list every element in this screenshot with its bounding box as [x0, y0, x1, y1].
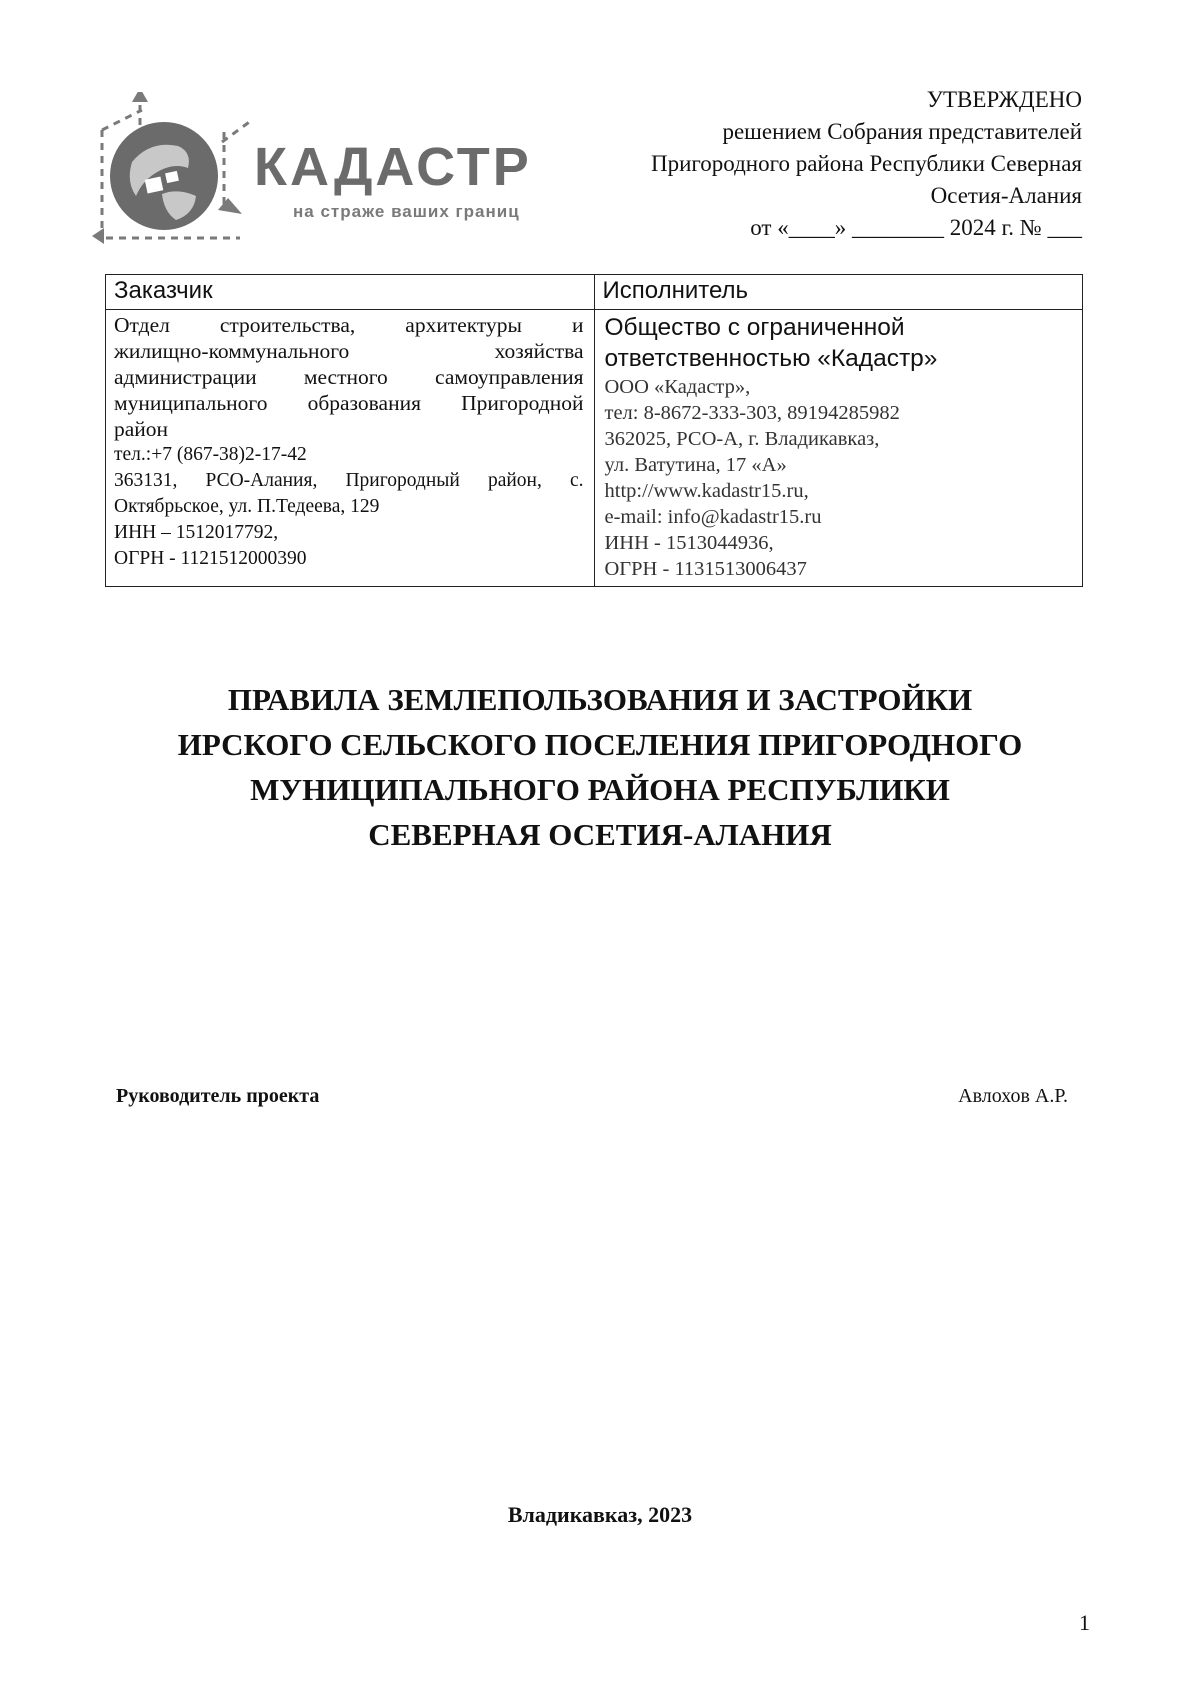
customer-org-line: жилищно-коммунального хозяйства	[114, 339, 584, 363]
approval-line: решением Собрания представителей	[722, 119, 1082, 144]
customer-inn: ИНН – 1512017792,	[114, 522, 279, 543]
customer-org-line: Отдел строительства, архитектуры и	[114, 313, 584, 337]
customer-header: Заказчик	[106, 275, 595, 310]
performer-address: 362025, РСО-А, г. Владикавказ,	[604, 428, 880, 450]
document-title	[100, 677, 1100, 857]
title-line: МУНИЦИПАЛЬНОГО РАЙОНА РЕСПУБЛИКИ	[250, 772, 950, 807]
customer-ogrn: ОГРН - 1121512000390	[114, 548, 307, 569]
approval-block	[562, 84, 1082, 244]
performer-website: http://www.kadastr15.ru,	[604, 480, 809, 502]
signature-name: Авлохов А.Р.	[958, 1085, 1068, 1107]
customer-address: Октябрьское, ул. П.Тедеева, 129	[114, 496, 380, 517]
customer-org-line: муниципального образования Пригородной	[114, 391, 584, 415]
performer-ogrn: ОГРН - 1131513006437	[604, 558, 807, 580]
performer-cell	[594, 310, 1083, 587]
title-line: ИРСКОГО СЕЛЬСКОГО ПОСЕЛЕНИЯ ПРИГОРОДНОГО	[177, 727, 1023, 762]
approval-line: Осетия-Алания	[930, 183, 1082, 208]
performer-email: e-mail: info@kadastr15.ru	[604, 506, 822, 528]
company-logo	[92, 92, 572, 252]
parties-table	[105, 274, 1083, 587]
performer-header: Исполнитель	[594, 275, 1083, 310]
logo-tagline: на страже ваших границ	[293, 202, 520, 221]
city-year: Владикавказ, 2023	[507, 1502, 693, 1527]
title-line: ПРАВИЛА ЗЕМЛЕПОЛЬЗОВАНИЯ И ЗАСТРОЙКИ	[227, 682, 973, 717]
globe-arrows-icon	[92, 92, 262, 252]
signature-label: Руководитель проекта	[116, 1085, 320, 1107]
customer-address: 363131, РСО-Алания, Пригородный район, с.	[114, 470, 584, 491]
customer-phone: тел.:+7 (867-38)2-17-42	[114, 444, 307, 465]
logo-wordmark: КАДАСТР	[254, 137, 532, 197]
approval-heading: УТВЕРЖДЕНО	[926, 87, 1082, 112]
customer-cell	[106, 310, 595, 587]
customer-org-line: администрации местного самоуправления	[114, 365, 584, 389]
title-line: СЕВЕРНАЯ ОСЕТИЯ-АЛАНИЯ	[368, 817, 832, 852]
performer-short-name: ООО «Кадастр»,	[604, 376, 751, 398]
performer-name: ответственностью «Кадастр»	[604, 345, 938, 372]
performer-name: Общество с ограниченной	[604, 314, 905, 341]
performer-address: ул. Ватутина, 17 «А»	[604, 454, 787, 476]
customer-org-line: район	[114, 417, 169, 441]
performer-inn: ИНН - 1513044936,	[604, 532, 774, 554]
performer-phone: тел: 8-8672-333-303, 89194285982	[604, 402, 900, 424]
page-number: 1	[1079, 1610, 1090, 1635]
approval-line: Пригородного района Республики Северная	[650, 151, 1082, 176]
approval-date-number: от «____» ________ 2024 г. № ___	[750, 215, 1082, 240]
